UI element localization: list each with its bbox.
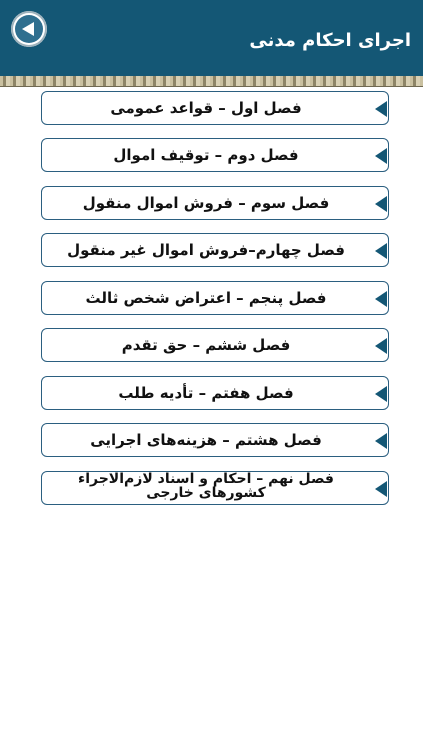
chapter-label: فصل هفتم – تأدیه طلب (118, 384, 294, 402)
decorative-border (0, 76, 423, 87)
chapter-label: فصل نهم – احکام و اسناد لازم‌الاجراء کشورهای خارجی (78, 471, 334, 501)
chevron-left-icon (375, 291, 387, 307)
chapter-label: فصل دوم – توقیف اموال (113, 146, 299, 164)
chevron-left-icon (375, 243, 387, 259)
chapter-item-8[interactable] (41, 423, 389, 457)
chapter-label: فصل هشتم – هزینه‌های اجرایی (90, 431, 322, 449)
page-title: اجرای احکام مدنی (249, 30, 411, 51)
chapter-label: فصل چهارم–فروش اموال غیر منقول (67, 241, 345, 259)
chapter-label: فصل سوم – فروش اموال منقول (82, 194, 330, 212)
back-button[interactable] (11, 11, 47, 47)
chapter-item-5[interactable] (41, 281, 389, 315)
back-arrow-icon (15, 15, 43, 43)
chapter-item-6[interactable] (41, 328, 389, 362)
chevron-left-icon (375, 386, 387, 402)
chapter-label: فصل پنجم – اعتراض شخص ثالث (85, 289, 327, 307)
chevron-left-icon (375, 101, 387, 117)
app-header (0, 0, 423, 76)
chevron-left-icon (375, 196, 387, 212)
chapter-label: فصل اول – قواعد عمومی (110, 99, 302, 117)
chapter-item-2[interactable] (41, 138, 389, 172)
chevron-left-icon (375, 338, 387, 354)
chapter-item-4[interactable] (41, 233, 389, 267)
chevron-left-icon (375, 433, 387, 449)
chapter-item-7[interactable] (41, 376, 389, 410)
chapter-item-3[interactable] (41, 186, 389, 220)
chevron-left-icon (375, 148, 387, 164)
chevron-left-icon (375, 481, 387, 497)
chapter-item-1[interactable] (41, 91, 389, 125)
chapter-item-9[interactable] (41, 471, 389, 505)
chapter-label: فصل ششم – حق تقدم (121, 336, 291, 354)
